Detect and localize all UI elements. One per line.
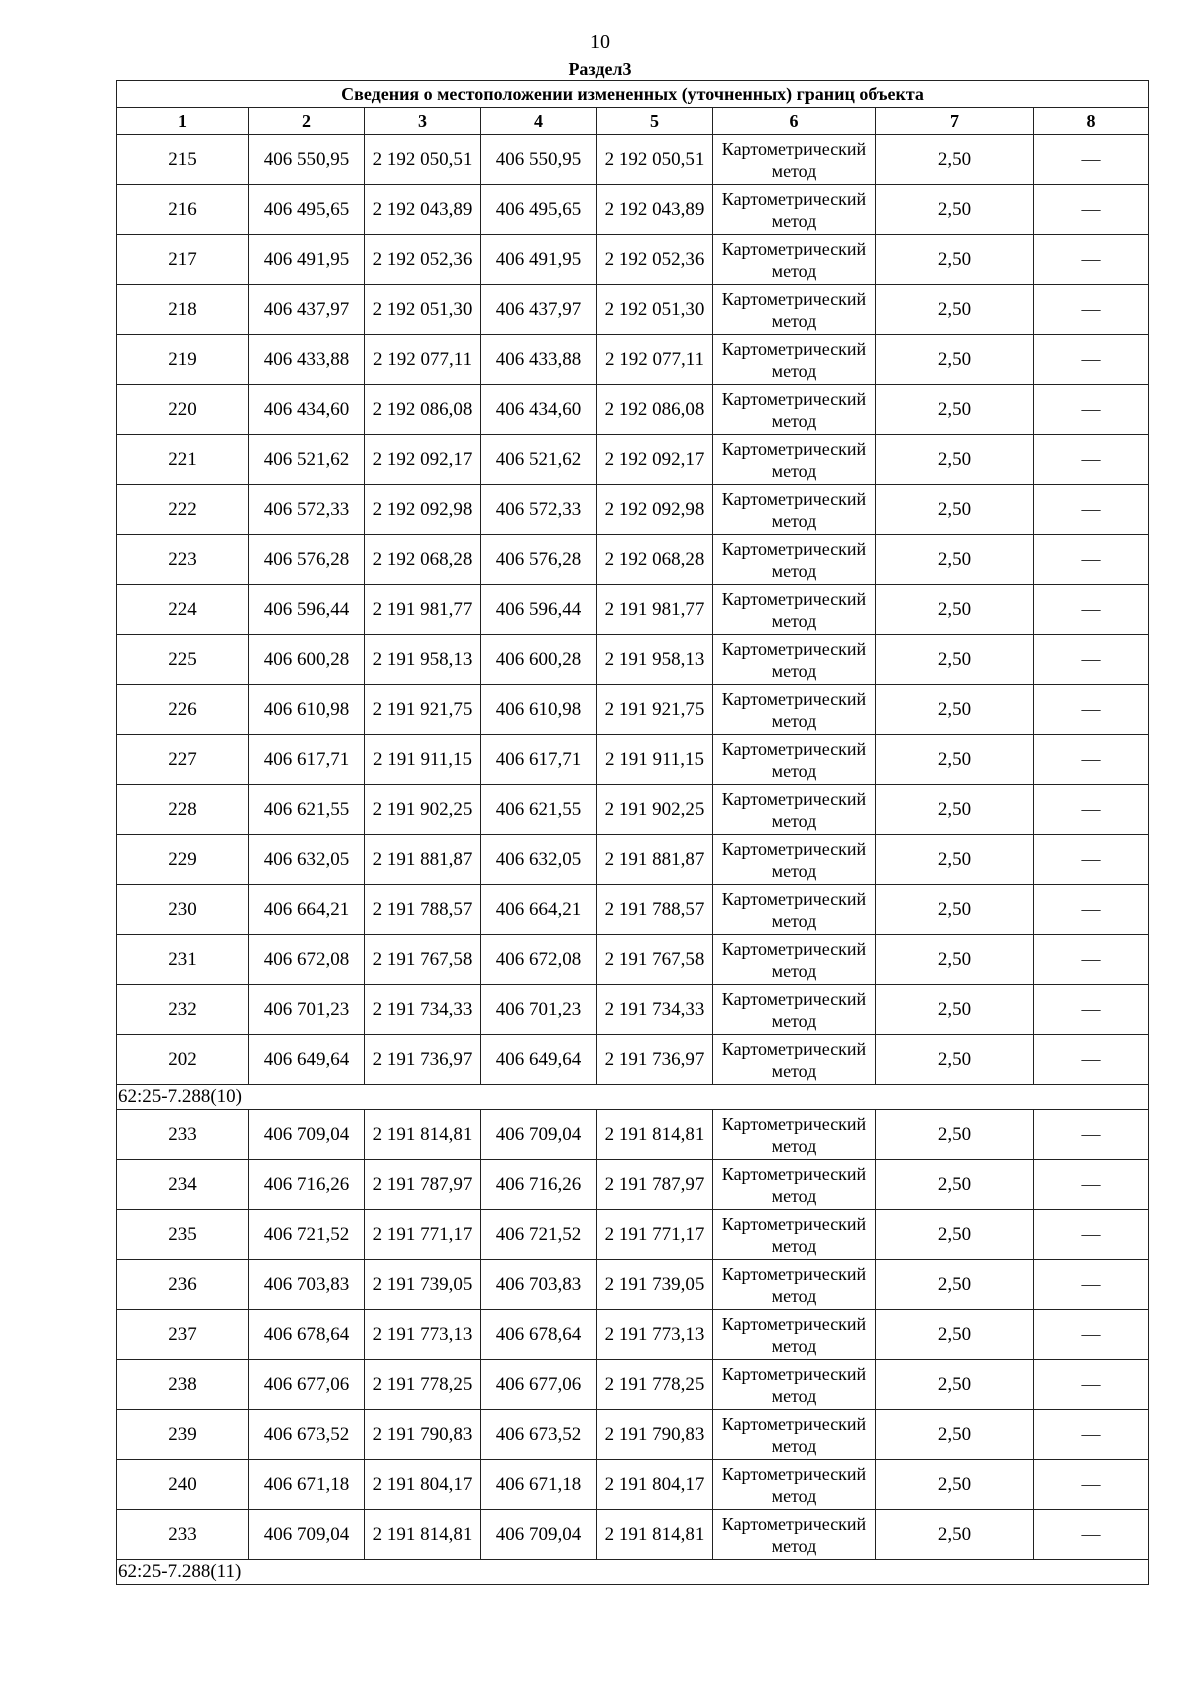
- cell-y-coord: 2 191 771,17: [365, 1210, 481, 1260]
- cell-method: Картометрический метод: [713, 1510, 876, 1560]
- cell-note: —: [1034, 935, 1149, 985]
- cell-x-coord: 406 521,62: [249, 435, 365, 485]
- cell-y-coord-new: 2 191 787,97: [597, 1160, 713, 1210]
- cell-x-coord: 406 596,44: [249, 585, 365, 635]
- cell-y-coord: 2 192 050,51: [365, 135, 481, 185]
- cell-x-coord: 406 550,95: [249, 135, 365, 185]
- cell-point-number: 233: [117, 1110, 249, 1160]
- cell-point-number: 232: [117, 985, 249, 1035]
- cell-accuracy: 2,50: [876, 235, 1034, 285]
- cell-x-coord-new: 406 434,60: [481, 385, 597, 435]
- cell-x-coord: 406 437,97: [249, 285, 365, 335]
- cell-y-coord-new: 2 191 881,87: [597, 835, 713, 885]
- cell-y-coord: 2 192 092,17: [365, 435, 481, 485]
- cell-accuracy: 2,50: [876, 685, 1034, 735]
- cell-point-number: 227: [117, 735, 249, 785]
- cell-x-coord-new: 406 709,04: [481, 1110, 597, 1160]
- cell-y-coord: 2 191 788,57: [365, 885, 481, 935]
- cell-method: Картометрический метод: [713, 1260, 876, 1310]
- cell-point-number: 237: [117, 1310, 249, 1360]
- cell-method: Картометрический метод: [713, 635, 876, 685]
- cell-y-coord: 2 191 814,81: [365, 1110, 481, 1160]
- cell-accuracy: 2,50: [876, 1460, 1034, 1510]
- cell-point-number: 202: [117, 1035, 249, 1085]
- table-row: [117, 1510, 1149, 1560]
- cell-method: Картометрический метод: [713, 185, 876, 235]
- cell-y-coord: 2 191 981,77: [365, 585, 481, 635]
- cell-note: —: [1034, 785, 1149, 835]
- group-label: 62:25-7.288(11): [117, 1560, 1149, 1585]
- section-title: Раздел3: [568, 59, 632, 79]
- cell-point-number: 224: [117, 585, 249, 635]
- cell-note: —: [1034, 1260, 1149, 1310]
- cell-point-number: 231: [117, 935, 249, 985]
- column-header-row: [117, 108, 1149, 135]
- table-row: [117, 1160, 1149, 1210]
- cell-method: Картометрический метод: [713, 1035, 876, 1085]
- cell-point-number: 223: [117, 535, 249, 585]
- cell-point-number: 236: [117, 1260, 249, 1310]
- cell-x-coord-new: 406 664,21: [481, 885, 597, 935]
- cell-accuracy: 2,50: [876, 1260, 1034, 1310]
- cell-accuracy: 2,50: [876, 935, 1034, 985]
- cell-y-coord-new: 2 192 092,98: [597, 485, 713, 535]
- cell-y-coord-new: 2 192 086,08: [597, 385, 713, 435]
- cell-accuracy: 2,50: [876, 1310, 1034, 1360]
- cell-y-coord-new: 2 191 981,77: [597, 585, 713, 635]
- cell-accuracy: 2,50: [876, 285, 1034, 335]
- table-row: [117, 685, 1149, 735]
- cell-accuracy: 2,50: [876, 735, 1034, 785]
- cell-note: —: [1034, 585, 1149, 635]
- cell-y-coord: 2 191 767,58: [365, 935, 481, 985]
- table-row: [117, 435, 1149, 485]
- cell-method: Картометрический метод: [713, 1210, 876, 1260]
- cell-method: Картометрический метод: [713, 1360, 876, 1410]
- group-label-row: [117, 1085, 1149, 1110]
- cell-y-coord-new: 2 191 958,13: [597, 635, 713, 685]
- cell-note: —: [1034, 535, 1149, 585]
- table-row: [117, 335, 1149, 385]
- cell-note: —: [1034, 1360, 1149, 1410]
- cell-x-coord: 406 716,26: [249, 1160, 365, 1210]
- cell-accuracy: 2,50: [876, 585, 1034, 635]
- table-row: [117, 885, 1149, 935]
- cell-note: —: [1034, 1035, 1149, 1085]
- cell-x-coord-new: 406 709,04: [481, 1510, 597, 1560]
- cell-method: Картометрический метод: [713, 1110, 876, 1160]
- cell-x-coord-new: 406 632,05: [481, 835, 597, 885]
- cell-x-coord-new: 406 596,44: [481, 585, 597, 635]
- cell-method: Картометрический метод: [713, 1410, 876, 1460]
- cell-x-coord: 406 576,28: [249, 535, 365, 585]
- cell-note: —: [1034, 1210, 1149, 1260]
- cell-accuracy: 2,50: [876, 335, 1034, 385]
- cell-note: —: [1034, 1160, 1149, 1210]
- cell-y-coord: 2 192 086,08: [365, 385, 481, 435]
- table-row: [117, 785, 1149, 835]
- page-number: 10: [590, 31, 610, 53]
- cell-x-coord: 406 617,71: [249, 735, 365, 785]
- cell-y-coord: 2 191 911,15: [365, 735, 481, 785]
- table-row: [117, 1460, 1149, 1510]
- cell-x-coord-new: 406 600,28: [481, 635, 597, 685]
- cell-point-number: 234: [117, 1160, 249, 1210]
- cell-accuracy: 2,50: [876, 1410, 1034, 1460]
- cell-note: —: [1034, 485, 1149, 535]
- table-row: [117, 1260, 1149, 1310]
- cell-y-coord: 2 192 052,36: [365, 235, 481, 285]
- cell-accuracy: 2,50: [876, 785, 1034, 835]
- cell-accuracy: 2,50: [876, 1110, 1034, 1160]
- cell-accuracy: 2,50: [876, 1160, 1034, 1210]
- cell-accuracy: 2,50: [876, 1210, 1034, 1260]
- cell-y-coord: 2 192 043,89: [365, 185, 481, 235]
- cell-method: Картометрический метод: [713, 1160, 876, 1210]
- cell-x-coord: 406 433,88: [249, 335, 365, 385]
- cell-note: —: [1034, 185, 1149, 235]
- cell-y-coord-new: 2 191 911,15: [597, 735, 713, 785]
- cell-x-coord: 406 434,60: [249, 385, 365, 435]
- cell-method: Картометрический метод: [713, 835, 876, 885]
- cell-x-coord-new: 406 678,64: [481, 1310, 597, 1360]
- table-row: [117, 735, 1149, 785]
- cell-y-coord: 2 192 092,98: [365, 485, 481, 535]
- cell-accuracy: 2,50: [876, 885, 1034, 935]
- cell-accuracy: 2,50: [876, 1510, 1034, 1560]
- column-header-8: 8: [1034, 108, 1149, 135]
- cell-y-coord: 2 192 068,28: [365, 535, 481, 585]
- cell-accuracy: 2,50: [876, 835, 1034, 885]
- cell-y-coord: 2 191 814,81: [365, 1510, 481, 1560]
- cell-y-coord-new: 2 191 790,83: [597, 1410, 713, 1460]
- column-header-5: 5: [597, 108, 713, 135]
- cell-accuracy: 2,50: [876, 135, 1034, 185]
- cell-method: Картометрический метод: [713, 985, 876, 1035]
- cell-note: —: [1034, 285, 1149, 335]
- cell-method: Картометрический метод: [713, 885, 876, 935]
- cell-method: Картометрический метод: [713, 135, 876, 185]
- table-row: [117, 835, 1149, 885]
- table-row: [117, 485, 1149, 535]
- cell-x-coord: 406 572,33: [249, 485, 365, 535]
- cell-y-coord: 2 192 051,30: [365, 285, 481, 335]
- cell-y-coord-new: 2 191 773,13: [597, 1310, 713, 1360]
- cell-note: —: [1034, 1510, 1149, 1560]
- table-row: [117, 1210, 1149, 1260]
- table-row: [117, 1310, 1149, 1360]
- cell-x-coord-new: 406 491,95: [481, 235, 597, 285]
- cell-x-coord: 406 671,18: [249, 1460, 365, 1510]
- cell-point-number: 240: [117, 1460, 249, 1510]
- table-row: [117, 985, 1149, 1035]
- cell-x-coord-new: 406 671,18: [481, 1460, 597, 1510]
- cell-x-coord-new: 406 673,52: [481, 1410, 597, 1460]
- cell-x-coord: 406 610,98: [249, 685, 365, 735]
- cell-x-coord-new: 406 437,97: [481, 285, 597, 335]
- cell-y-coord: 2 192 077,11: [365, 335, 481, 385]
- cell-note: —: [1034, 1110, 1149, 1160]
- cell-x-coord: 406 649,64: [249, 1035, 365, 1085]
- cell-y-coord-new: 2 191 921,75: [597, 685, 713, 735]
- cell-y-coord-new: 2 192 077,11: [597, 335, 713, 385]
- cell-method: Картометрический метод: [713, 585, 876, 635]
- table-row: [117, 585, 1149, 635]
- cell-point-number: 239: [117, 1410, 249, 1460]
- cell-method: Картометрический метод: [713, 1460, 876, 1510]
- cell-note: —: [1034, 335, 1149, 385]
- table-row: [117, 1035, 1149, 1085]
- cell-x-coord-new: 406 610,98: [481, 685, 597, 735]
- cell-point-number: 220: [117, 385, 249, 435]
- group-label: 62:25-7.288(10): [117, 1085, 1149, 1110]
- cell-note: —: [1034, 885, 1149, 935]
- cell-point-number: 221: [117, 435, 249, 485]
- cell-note: —: [1034, 435, 1149, 485]
- cell-method: Картометрический метод: [713, 485, 876, 535]
- cell-x-coord: 406 672,08: [249, 935, 365, 985]
- cell-x-coord-new: 406 649,64: [481, 1035, 597, 1085]
- cell-note: —: [1034, 1310, 1149, 1360]
- cell-x-coord: 406 703,83: [249, 1260, 365, 1310]
- cell-y-coord: 2 191 773,13: [365, 1310, 481, 1360]
- cell-note: —: [1034, 635, 1149, 685]
- table-row: [117, 285, 1149, 335]
- column-header-6: 6: [713, 108, 876, 135]
- cell-method: Картометрический метод: [713, 235, 876, 285]
- table-row: [117, 235, 1149, 285]
- cell-y-coord-new: 2 191 902,25: [597, 785, 713, 835]
- cell-y-coord-new: 2 192 052,36: [597, 235, 713, 285]
- cell-x-coord: 406 709,04: [249, 1110, 365, 1160]
- cell-y-coord: 2 191 804,17: [365, 1460, 481, 1510]
- cell-note: —: [1034, 1460, 1149, 1510]
- cell-point-number: 219: [117, 335, 249, 385]
- cell-method: Картометрический метод: [713, 935, 876, 985]
- cell-note: —: [1034, 135, 1149, 185]
- cell-x-coord-new: 406 677,06: [481, 1360, 597, 1410]
- cell-point-number: 215: [117, 135, 249, 185]
- cell-point-number: 230: [117, 885, 249, 935]
- cell-accuracy: 2,50: [876, 635, 1034, 685]
- cell-y-coord-new: 2 191 804,17: [597, 1460, 713, 1510]
- cell-x-coord: 406 632,05: [249, 835, 365, 885]
- cell-x-coord: 406 678,64: [249, 1310, 365, 1360]
- cell-point-number: 216: [117, 185, 249, 235]
- cell-y-coord-new: 2 191 767,58: [597, 935, 713, 985]
- cell-x-coord-new: 406 576,28: [481, 535, 597, 585]
- cell-y-coord-new: 2 191 788,57: [597, 885, 713, 935]
- cell-x-coord: 406 621,55: [249, 785, 365, 835]
- group-label-row: [117, 1560, 1149, 1585]
- cell-y-coord: 2 191 739,05: [365, 1260, 481, 1310]
- cell-x-coord: 406 673,52: [249, 1410, 365, 1460]
- cell-point-number: 235: [117, 1210, 249, 1260]
- table-row: [117, 535, 1149, 585]
- cell-accuracy: 2,50: [876, 485, 1034, 535]
- table-row: [117, 1360, 1149, 1410]
- cell-y-coord-new: 2 191 814,81: [597, 1510, 713, 1560]
- table-row: [117, 935, 1149, 985]
- cell-method: Картометрический метод: [713, 335, 876, 385]
- table-row: [117, 1410, 1149, 1460]
- table-row: [117, 135, 1149, 185]
- cell-x-coord-new: 406 550,95: [481, 135, 597, 185]
- cell-x-coord: 406 495,65: [249, 185, 365, 235]
- cell-accuracy: 2,50: [876, 535, 1034, 585]
- table-row: [117, 385, 1149, 435]
- cell-point-number: 222: [117, 485, 249, 535]
- column-header-2: 2: [249, 108, 365, 135]
- cell-point-number: 218: [117, 285, 249, 335]
- cell-y-coord: 2 191 902,25: [365, 785, 481, 835]
- cell-method: Картометрический метод: [713, 1310, 876, 1360]
- cell-method: Картометрический метод: [713, 535, 876, 585]
- cell-accuracy: 2,50: [876, 1035, 1034, 1085]
- cell-y-coord: 2 191 790,83: [365, 1410, 481, 1460]
- cell-accuracy: 2,50: [876, 185, 1034, 235]
- cell-x-coord-new: 406 621,55: [481, 785, 597, 835]
- cell-y-coord-new: 2 192 050,51: [597, 135, 713, 185]
- cell-method: Картометрический метод: [713, 435, 876, 485]
- cell-x-coord-new: 406 703,83: [481, 1260, 597, 1310]
- cell-point-number: 217: [117, 235, 249, 285]
- column-header-1: 1: [117, 108, 249, 135]
- cell-y-coord-new: 2 192 068,28: [597, 535, 713, 585]
- cell-point-number: 225: [117, 635, 249, 685]
- cell-y-coord: 2 191 881,87: [365, 835, 481, 885]
- column-header-3: 3: [365, 108, 481, 135]
- cell-y-coord: 2 191 787,97: [365, 1160, 481, 1210]
- cell-x-coord-new: 406 716,26: [481, 1160, 597, 1210]
- column-header-7: 7: [876, 108, 1034, 135]
- cell-y-coord: 2 191 778,25: [365, 1360, 481, 1410]
- cell-y-coord-new: 2 192 051,30: [597, 285, 713, 335]
- cell-note: —: [1034, 685, 1149, 735]
- cell-y-coord: 2 191 736,97: [365, 1035, 481, 1085]
- cell-y-coord-new: 2 192 043,89: [597, 185, 713, 235]
- cell-x-coord-new: 406 617,71: [481, 735, 597, 785]
- cell-x-coord: 406 491,95: [249, 235, 365, 285]
- cell-method: Картометрический метод: [713, 735, 876, 785]
- cell-note: —: [1034, 985, 1149, 1035]
- cell-y-coord: 2 191 734,33: [365, 985, 481, 1035]
- cell-y-coord-new: 2 191 734,33: [597, 985, 713, 1035]
- cell-y-coord: 2 191 921,75: [365, 685, 481, 735]
- cell-point-number: 238: [117, 1360, 249, 1410]
- cell-note: —: [1034, 835, 1149, 885]
- cell-point-number: 228: [117, 785, 249, 835]
- cell-y-coord: 2 191 958,13: [365, 635, 481, 685]
- cell-x-coord-new: 406 572,33: [481, 485, 597, 535]
- cell-point-number: 229: [117, 835, 249, 885]
- cell-x-coord: 406 721,52: [249, 1210, 365, 1260]
- cell-x-coord: 406 677,06: [249, 1360, 365, 1410]
- cell-x-coord: 406 709,04: [249, 1510, 365, 1560]
- cell-y-coord-new: 2 191 739,05: [597, 1260, 713, 1310]
- cell-accuracy: 2,50: [876, 385, 1034, 435]
- cell-accuracy: 2,50: [876, 985, 1034, 1035]
- cell-point-number: 233: [117, 1510, 249, 1560]
- cell-x-coord-new: 406 672,08: [481, 935, 597, 985]
- cell-y-coord-new: 2 191 778,25: [597, 1360, 713, 1410]
- cell-x-coord-new: 406 495,65: [481, 185, 597, 235]
- table-title: Сведения о местоположении измененных (уточненных) границ объекта: [117, 81, 1149, 108]
- cell-x-coord: 406 701,23: [249, 985, 365, 1035]
- cell-x-coord: 406 600,28: [249, 635, 365, 685]
- cell-method: Картометрический метод: [713, 785, 876, 835]
- cell-x-coord-new: 406 721,52: [481, 1210, 597, 1260]
- cell-note: —: [1034, 735, 1149, 785]
- column-header-4: 4: [481, 108, 597, 135]
- cell-y-coord-new: 2 192 092,17: [597, 435, 713, 485]
- cell-note: —: [1034, 235, 1149, 285]
- cell-y-coord-new: 2 191 736,97: [597, 1035, 713, 1085]
- cell-accuracy: 2,50: [876, 435, 1034, 485]
- cell-note: —: [1034, 385, 1149, 435]
- table-title-row: [117, 81, 1149, 108]
- cell-x-coord-new: 406 521,62: [481, 435, 597, 485]
- cell-method: Картометрический метод: [713, 285, 876, 335]
- table-row: [117, 1110, 1149, 1160]
- cell-x-coord: 406 664,21: [249, 885, 365, 935]
- coordinates-table: [116, 80, 1149, 1585]
- cell-method: Картометрический метод: [713, 385, 876, 435]
- cell-y-coord-new: 2 191 771,17: [597, 1210, 713, 1260]
- cell-accuracy: 2,50: [876, 1360, 1034, 1410]
- table-row: [117, 635, 1149, 685]
- cell-y-coord-new: 2 191 814,81: [597, 1110, 713, 1160]
- coordinates-table-container: [116, 80, 1149, 1585]
- cell-method: Картометрический метод: [713, 685, 876, 735]
- table-row: [117, 185, 1149, 235]
- cell-x-coord-new: 406 701,23: [481, 985, 597, 1035]
- cell-note: —: [1034, 1410, 1149, 1460]
- cell-x-coord-new: 406 433,88: [481, 335, 597, 385]
- cell-point-number: 226: [117, 685, 249, 735]
